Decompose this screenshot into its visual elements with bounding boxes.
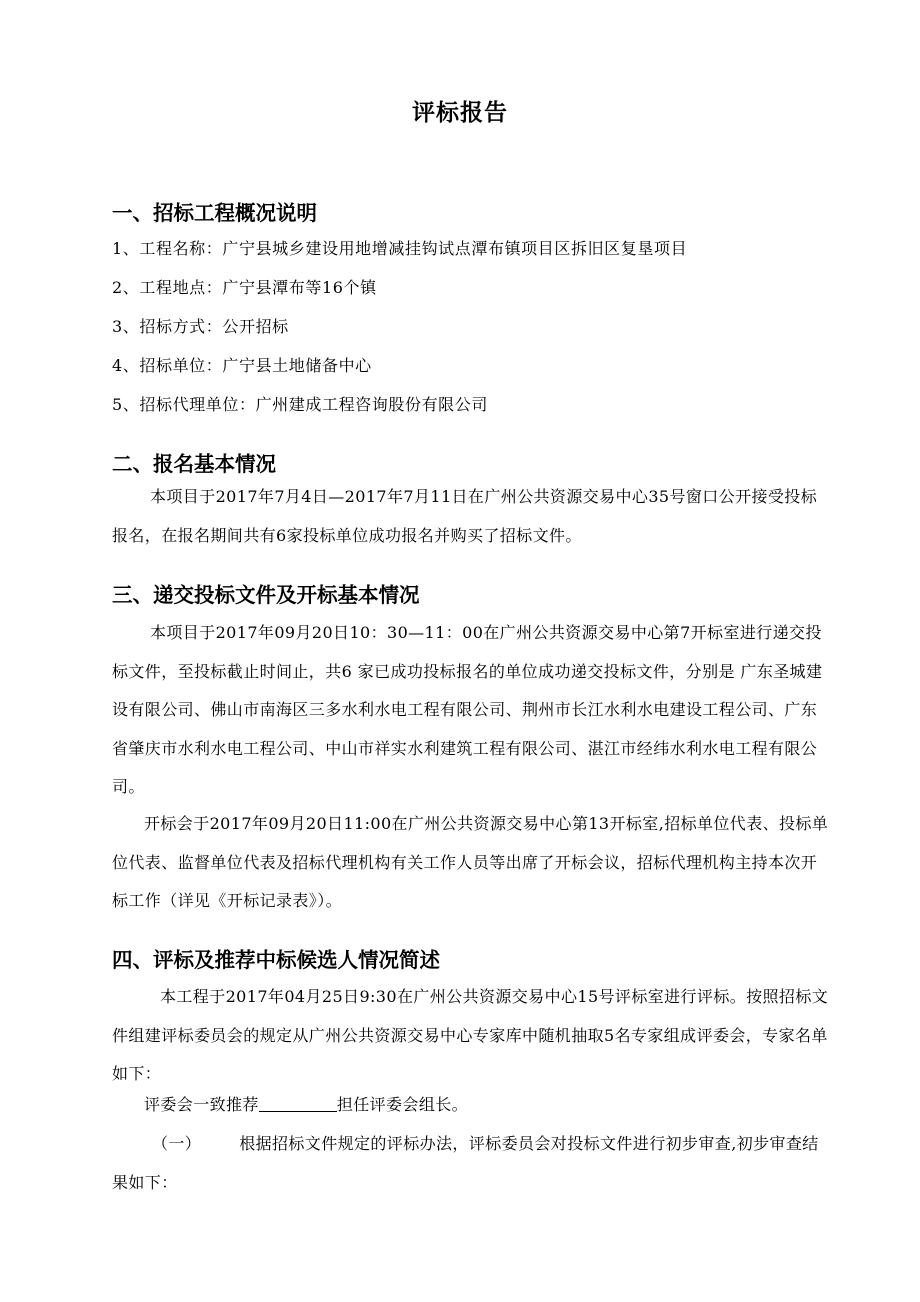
submission-paragraph bbox=[112, 614, 832, 807]
opening-paragraph bbox=[112, 805, 832, 921]
evaluation-paragraph bbox=[112, 978, 832, 1094]
agency-line: 5、招标代理单位：广州建成工程咨询股份有限公司 bbox=[112, 395, 488, 414]
section-2-heading: 二、报名基本情况 bbox=[112, 452, 276, 476]
leader-paragraph bbox=[112, 1086, 832, 1125]
leader-blank bbox=[259, 1095, 337, 1112]
registration-paragraph bbox=[112, 478, 832, 555]
submission-text: 本项目于2017年09月20日10：30—11：00在广州公共资源交易中心第7开标室进行递交投标文件，至投标截止时间止，共6 家已成功投标报名的单位成功递交投标文件，分别是 广东圣城建设有限公司、佛山市南海区三多水利水电工程有限公司、荆州市长江水利水电建设工程公司、广东省肇庆市水利水电工程公司、中山市祥实水利建筑工程有限公司、湛江市经纬水利水电工程有限公司。 bbox=[112, 623, 823, 796]
leader-text-before: 评委会一致推荐 bbox=[144, 1095, 259, 1114]
leader-text-after: 担任评委会组长。 bbox=[336, 1095, 469, 1114]
section-1-heading: 一、招标工程概况说明 bbox=[112, 201, 317, 225]
preliminary-review-paragraph bbox=[112, 1125, 832, 1202]
registration-text: 本项目于2017年7月4日—2017年7月11日在广州公共资源交易中心35号窗口公开接受投标报名，在报名期间共有6家投标单位成功报名并购买了招标文件。 bbox=[112, 487, 818, 545]
section-3-heading: 三、递交投标文件及开标基本情况 bbox=[112, 583, 420, 607]
project-location-line: 2、工程地点：广宁县潭布等16个镇 bbox=[112, 278, 377, 297]
preliminary-label: （一） bbox=[152, 1134, 202, 1153]
project-name-line: 1、工程名称：广宁县城乡建设用地增减挂钩试点潭布镇项目区拆旧区复垦项目 bbox=[112, 239, 688, 258]
tender-method-line: 3、招标方式：公开招标 bbox=[112, 317, 289, 336]
section-4-heading: 四、评标及推荐中标候选人情况简述 bbox=[112, 948, 440, 972]
tender-unit-line: 4、招标单位：广宁县土地储备中心 bbox=[112, 356, 372, 375]
preliminary-text: 根据招标文件规定的评标办法，评标委员会对投标文件进行初步审查,初步审查结果如下： bbox=[112, 1134, 819, 1192]
opening-text: 开标会于2017年09月20日11:00在广州公共资源交易中心第13开标室,招标单位代表、投标单位代表、监督单位代表及招标代理机构有关工作人员等出席了开标会议，招标代理机构主持本次开标工作（详见《开标记录表》）。 bbox=[112, 814, 829, 910]
evaluation-text: 本工程于2017年04月25日9:30在广州公共资源交易中心15号评标室进行评标。按照招标文件组建评标委员会的规定从广州公共资源交易中心专家库中随机抽取5名专家组成评委会，专家名单如下： bbox=[112, 987, 829, 1083]
document-title: 评标报告 bbox=[412, 100, 508, 126]
